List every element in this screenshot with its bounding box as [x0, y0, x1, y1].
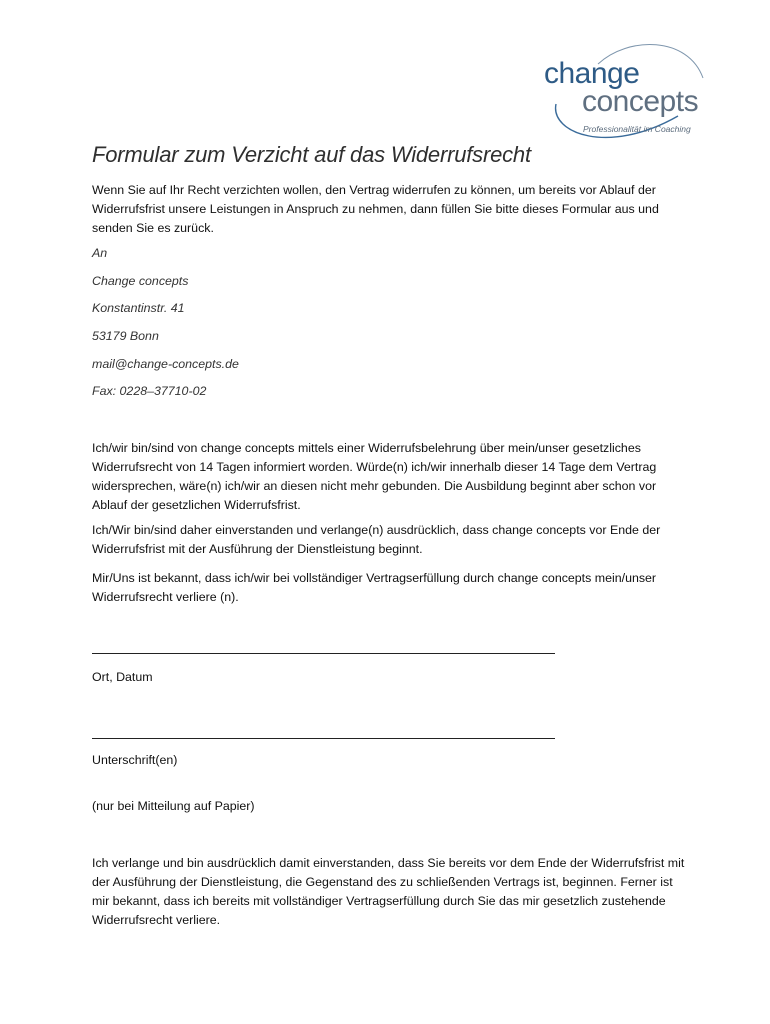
- address-email[interactable]: mail@change-concepts.de: [92, 357, 239, 371]
- closing-paragraph: Ich verlange und bin ausdrücklich damit einverstanden, dass Sie bereits vor dem Ende der Widerrufsfrist mit der Ausführung der Dienstleistung, die Gegenstand des zu schließenden Vertrags ist, beginnen. Ferner ist mir bekannt, dass ich bereits mit vollständiger Vertragserfüllung durch Sie das mir gesetzlich zustehende Widerrufsrecht verliere.: [92, 856, 685, 927]
- paper-note: (nur bei Mitteilung auf Papier): [92, 799, 255, 813]
- address-company: Change concepts: [92, 274, 189, 288]
- body-paragraph: Mir/Uns ist bekannt, dass ich/wir bei vollständiger Vertragserfüllung durch change concepts mein/unser Widerrufsrecht verliere (n).: [92, 571, 657, 604]
- body-paragraph: Ich/Wir bin/sind daher einverstanden und verlange(n) ausdrücklich, dass change concepts vor Ende der Widerrufsfrist mit der Ausführung der Dienstleistung beginnt.: [92, 523, 661, 556]
- signature-label: Unterschrift(en): [92, 753, 178, 767]
- body-paragraph: Ich/wir bin/sind von change concepts mittels einer Widerrufsbelehrung über mein/unser gesetzliches Widerrufsrecht von 14 Tagen informiert worden. Würde(n) ich/wir innerhalb dieser 14 Tage dem Vertrag widersprechen, wäre(n) ich/wir an diesen nicht mehr gebunden. Die Ausbildung beginnt aber schon vor Ablauf der gesetzlichen Widerrufsfrist.: [92, 441, 657, 512]
- logo-tagline: Professionalität im Coaching: [583, 124, 691, 134]
- company-logo: [538, 38, 713, 150]
- intro-paragraph: Wenn Sie auf Ihr Recht verzichten wollen, den Vertrag widerrufen zu können, um bereits vor Ablauf der Widerrufsfrist unsere Leistungen in Anspruch zu nehmen, dann füllen Sie bitte dieses Formular aus und senden Sie es zurück.: [92, 183, 659, 235]
- address-city: 53179 Bonn: [92, 329, 159, 343]
- address-fax: Fax: 0228–37710-02: [92, 384, 207, 398]
- address-to: An: [92, 246, 108, 260]
- signature-line[interactable]: [92, 738, 555, 739]
- address-street: Konstantinstr. 41: [92, 301, 185, 315]
- place-date-line[interactable]: [92, 653, 555, 654]
- page-title: Formular zum Verzicht auf das Widerrufsrecht: [92, 142, 531, 167]
- place-date-label: Ort, Datum: [92, 670, 153, 684]
- logo-word-concepts: concepts: [582, 85, 699, 118]
- logo-word-change: change: [544, 57, 640, 90]
